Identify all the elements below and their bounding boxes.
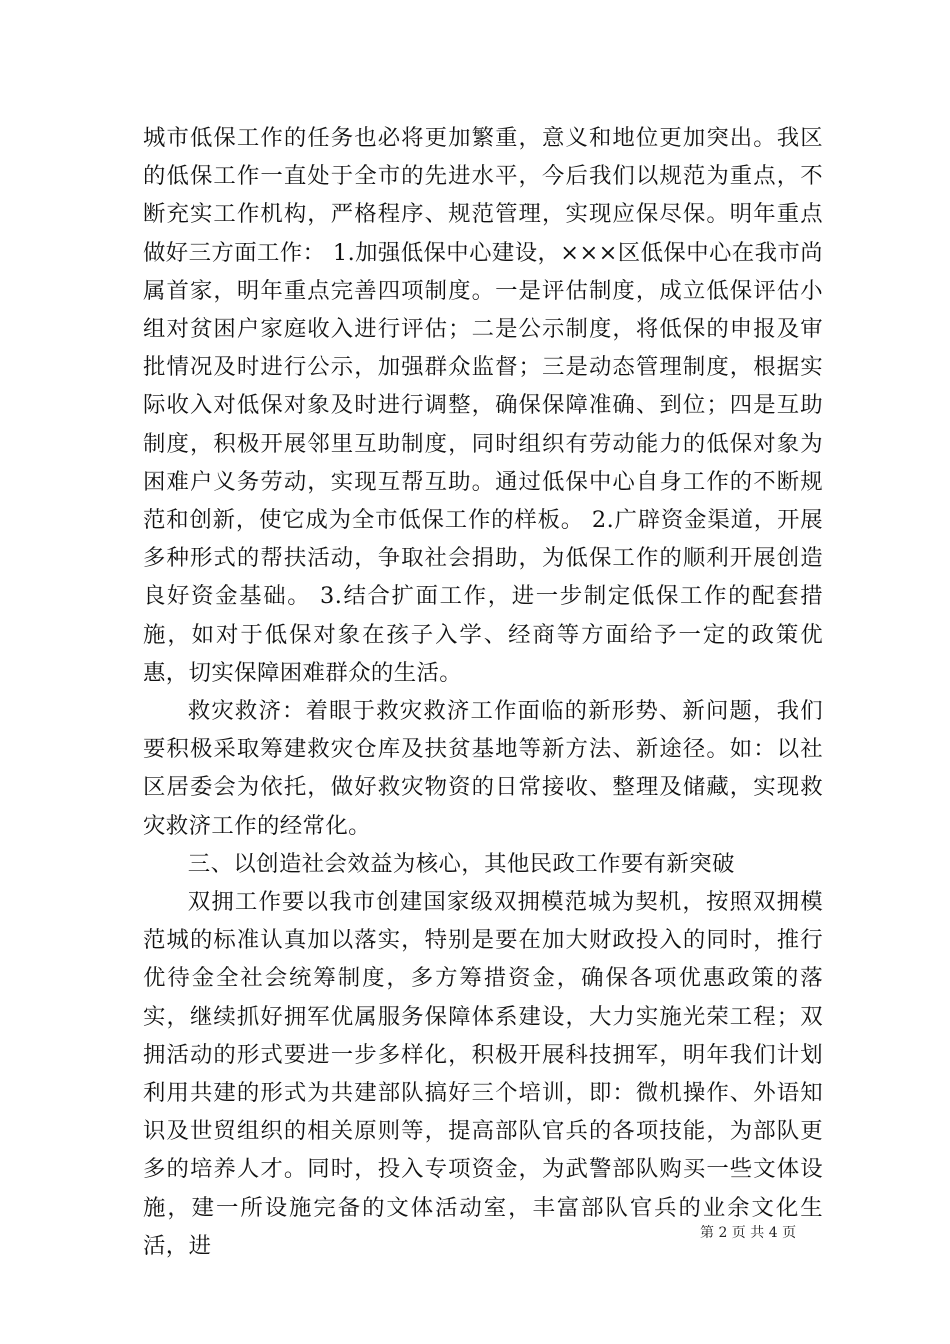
document-body — [143, 119, 823, 1265]
section-heading-three: 三、以创造社会效益为核心，其他民政工作要有新突破 — [187, 850, 735, 877]
page-number-footer: 第 2 页 共 4 页 — [700, 1225, 797, 1241]
body-paragraph-lowincome-continued: 城市低保工作的任务也必将更加繁重，意义和地位更加突出。我区的低保工作一直处于全市的先进水平，今后我们以规范为重点，不断充实工作机构，严格程序、规范管理，实现应保尽保。明年重点做好三方面工作： 1.加强低保中心建设，×××区低保中心在我市尚属首家，明年重点完善四项制度。一是评估制度，成立低保评估小组对贫困户家庭收入进行评估；二是公示制度，将低保的申报及审批情况及时进行公示，加强群众监督；三是动态管理制度，根据实际收入对低保对象及时进行调整，确保保障准确、到位；四是互助制度，积极开展邻里互助制度，同时组织有劳动能力的低保对象为困难户义务劳动，实现互帮互助。通过低保中心自身工作的不断规范和创新，使它成为全市低保工作的样板。 2.广辟资金渠道，开展多种形式的帮扶活动，争取社会捐助，为低保工作的顺利开展创造良好资金基础。 3.结合扩面工作，进一步制定低保工作的配套措施，如对于低保对象在孩子入学、经商等方面给予一定的政策优惠，切实保障困难群众的生活。 — [143, 125, 823, 686]
body-paragraph-double-support: 双拥工作要以我市创建国家级双拥模范城为契机，按照双拥模范城的标准认真加以落实，特别是要在加大财政投入的同时，推行优待金全社会统筹制度，多方筹措资金，确保各项优惠政策的落实，继续抓好拥军优属服务保障体系建设，大力实施光荣工程；双拥活动的形式要进一步多样化，积极开展科技拥军，明年我们计划利用共建的形式为共建部队搞好三个培训，即：微机操作、外语知识及世贸组织的相关原则等，提高部队官兵的各项技能，为部队更多的培养人才。同时，投入专项资金，为武警部队购买一些文体设施，建一所设施完备的文体活动室，丰富部队官兵的业余文化生活，进 — [143, 889, 823, 1259]
body-paragraph-disaster-relief: 救灾救济：着眼于救灾救济工作面临的新形势、新问题，我们要积极采取筹建救灾仓库及扶贫基地等新方法、新途径。如：以社区居委会为依托，做好救灾物资的日常接收、整理及储藏，实现救灾救济工作的经常化。 — [143, 698, 823, 839]
